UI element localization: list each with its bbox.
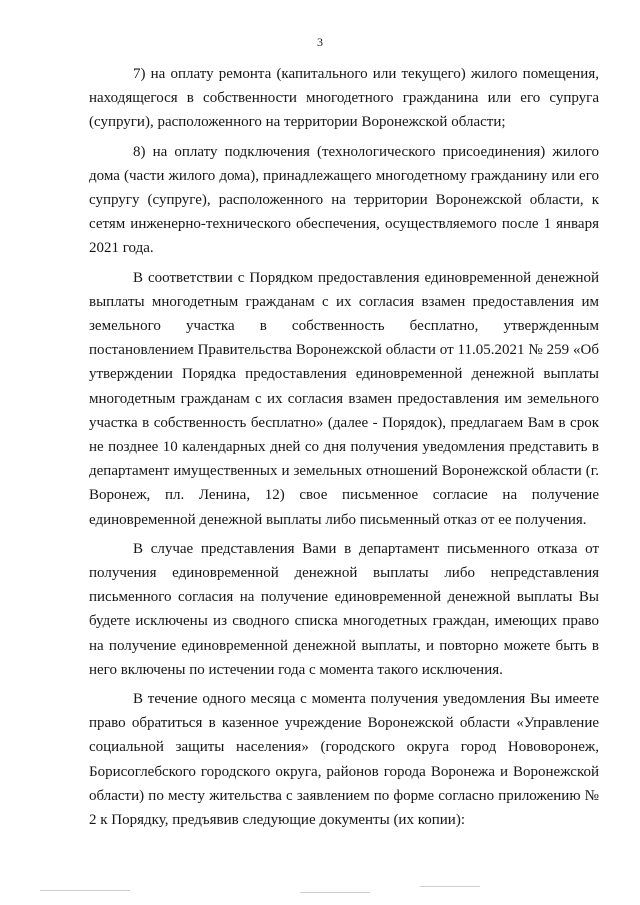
paragraph-application: В течение одного месяца с момента получения уведомления Вы имеете право обратиться в казенное учреждение Воронежской области «Управление социальной защиты населения» (городского округа город Нововоронеж, Борисоглебского городского округа, районов города Воронежа и Воронежской области) по месту жительства с заявлением по форме согласно приложению № 2 к Порядку, предъявив следующие документы (их копии): — [89, 691, 599, 829]
scan-edge-artifact — [0, 880, 640, 905]
document-body — [89, 62, 599, 832]
paragraph-item-7: 7) на оплату ремонта (капитального или текущего) жилого помещения, находящегося в собственности многодетного гражданина или его супруга (супруги), расположенного на территории Воронежской области; — [89, 66, 599, 131]
paragraph-item-8: 8) на оплату подключения (технологического присоединения) жилого дома (части жилого дома), принадлежащего многодетному гражданину или его супругу (супруге), расположенного на территории Воронежской области, к сетям инженерно-технического обеспечения, осуществляемого после 1 января 2021 года. — [89, 143, 599, 257]
paragraph-refusal: В случае представления Вами в департамент письменного отказа от получения единовременной денежной выплаты либо непредставления письменного согласия на получение единовременной денежной выплаты Вы будете исключены из сводного списка многодетных граждан, имеющих право на получение единовременной денежной выплаты, и повторно можете быть в него включены по истечении года с момента такого исключения. — [89, 540, 599, 678]
page-number: 3 — [317, 35, 323, 49]
paragraph-procedure: В соответствии с Порядком предоставления единовременной денежной выплаты многодетным гражданам с их согласия взамен предоставления им земельного участка в собственность бесплатно, утвержденным постановлением Правительства Воронежской области от 11.05.2021 № 259 «Об утверждении Порядка предоставления единовременной денежной выплаты многодетным гражданам с их согласия взамен предоставления им земельного участка в собственность бесплатно» (далее - Порядок), предлагаем Вам в срок не позднее 10 календарных дней со дня получения уведомления представить в департамент имущественных и земельных отношений Воронежской области (г. Воронеж, пл. Ленина, 12) свое письменное согласие на получение единовременной денежной выплаты либо письменный отказ от ее получения. — [89, 269, 599, 528]
